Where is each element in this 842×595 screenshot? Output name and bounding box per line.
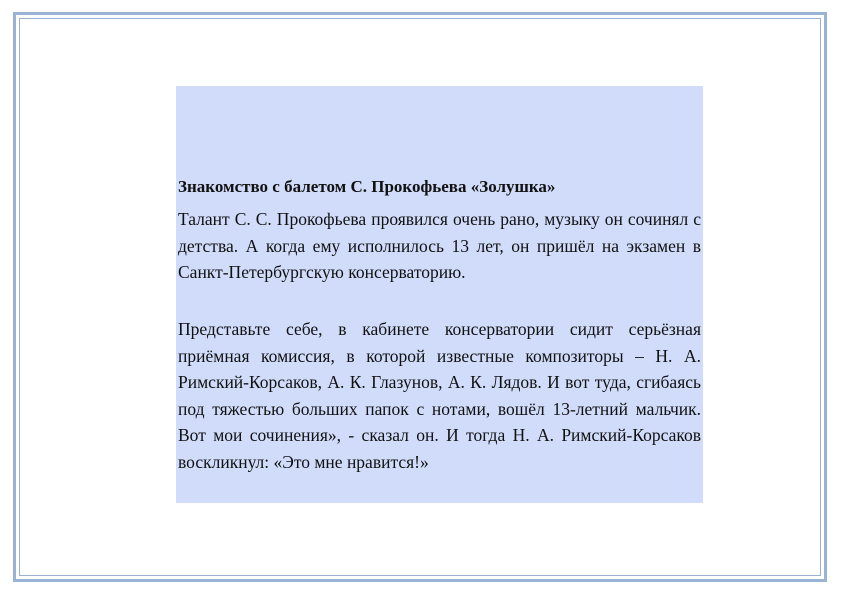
paragraph-2: Представьте себе, в кабинете консерватории сидит серьёзная приёмная комиссия, в которой известные композиторы – Н. А. Римский-Корсаков, А. К. Глазунов, А. К. Лядов. И вот туда, сгибаясь под тяжестью больших папок с нотами, вошёл 13-летний мальчик. Вот мои сочинения», - сказал он. И тогда Н. А. Римский-Корсаков воскликнул: «Это мне нравится!» bbox=[178, 319, 701, 472]
text-block bbox=[176, 86, 703, 503]
paragraph-1: Талант С. С. Прокофьева проявился очень рано, музыку он сочинял с детства. А когда ему исполнилось 13 лет, он пришёл на экзамен в Санкт-Петербургскую консерваторию. bbox=[178, 209, 701, 282]
document-title: Знакомство с балетом С. Прокофьева «Золушка» bbox=[178, 177, 556, 196]
